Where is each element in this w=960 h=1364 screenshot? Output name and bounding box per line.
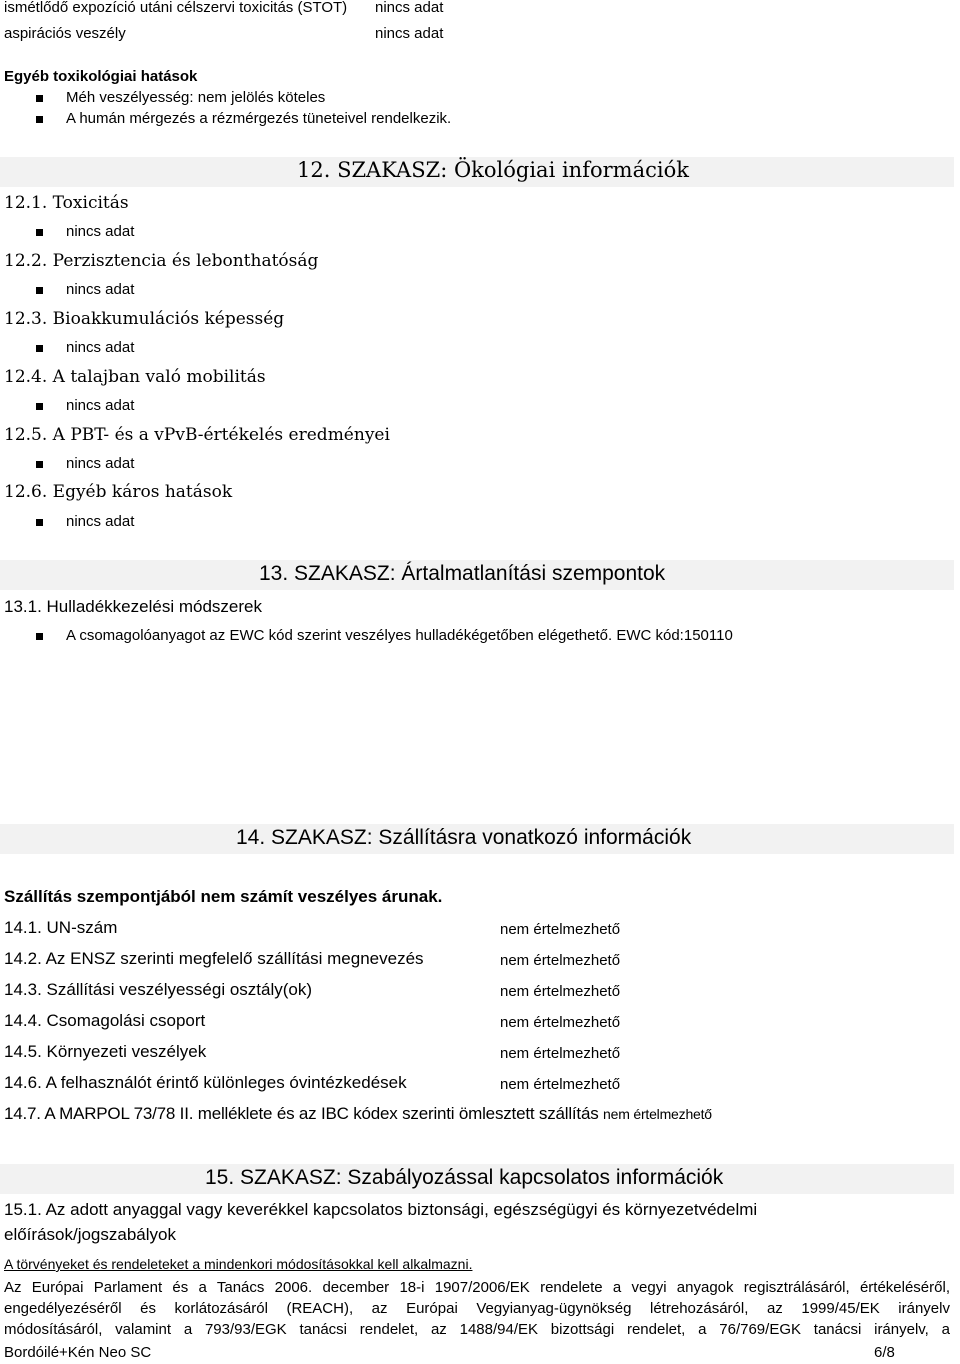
s12-2-item: nincs adat [66, 281, 135, 298]
s14-3-label: 14.3. Szállítási veszélyességi osztály(ok) [4, 980, 313, 999]
s15-note: A törvényeket és rendeleteket a mindenkori módosításokkal kell alkalmazni. [4, 1256, 473, 1272]
s14-7-value: nem értelmezhető [603, 1106, 712, 1122]
aspiration-label: aspirációs veszély [4, 25, 126, 42]
s12-3-heading: 12.3. Bioakkumulációs képesség [4, 309, 285, 329]
s12-5-item: nincs adat [66, 455, 135, 472]
s12-3-item: nincs adat [66, 339, 135, 356]
other-tox-item-1: Méh veszélyesség: nem jelölés köteles [66, 89, 326, 106]
s12-2-heading: 12.2. Perzisztencia és lebonthatóság [4, 251, 319, 271]
s12-4-heading: 12.4. A talajban való mobilitás [4, 367, 266, 387]
s14-4-label: 14.4. Csomagolási csoport [4, 1011, 206, 1030]
s12-1-heading: 12.1. Toxicitás [4, 193, 129, 213]
s12-6-heading: 12.6. Egyéb káros hatások [4, 482, 233, 502]
bullet-icon [36, 229, 43, 236]
s14-2-value: nem értelmezhető [500, 952, 621, 969]
other-tox-heading: Egyéb toxikológiai hatások [4, 68, 198, 85]
section-12-title: 12. SZAKASZ: Ökológiai információk [297, 158, 689, 182]
s15-1-heading-line1: 15.1. Az adott anyaggal vagy keverékkel kapcsolatos biztonsági, egészségügyi és környezetvédelmi [4, 1200, 758, 1219]
s14-1-value: nem értelmezhető [500, 921, 621, 938]
s12-5-heading: 12.5. A PBT- és a vPvB-értékelés eredményei [4, 425, 390, 445]
s14-5-label: 14.5. Környezeti veszélyek [4, 1042, 207, 1061]
s12-6-item: nincs adat [66, 513, 135, 530]
s13-1-heading: 13.1. Hulladékkezelési módszerek [4, 597, 262, 616]
s14-7-row [4, 1104, 712, 1124]
s14-4-value: nem értelmezhető [500, 1014, 621, 1031]
s14-3-value: nem értelmezhető [500, 983, 621, 1000]
other-tox-item-2: A humán mérgezés a rézmérgezés tüneteivel rendelkezik. [66, 110, 452, 127]
bullet-icon [36, 403, 43, 410]
s14-intro: Szállítás szempontjából nem számít veszélyes árunak. [4, 887, 443, 906]
s14-1-label: 14.1. UN-szám [4, 918, 118, 937]
s12-1-item: nincs adat [66, 223, 135, 240]
s14-7-label: 14.7. A MARPOL 73/78 II. melléklete és az IBC kódex szerinti ömlesztett szállítás [4, 1104, 599, 1123]
footer-product: Bordóilé+Kén Neo SC [4, 1344, 152, 1361]
bullet-icon [36, 461, 43, 468]
bullet-icon [36, 287, 43, 294]
s15-para-line2: engedélyezéséről és korlátozásáról (REACH), az Európai Vegyianyag-ügynökség létrehozásáról, az 1999/45/EK irányelv [4, 1300, 950, 1317]
footer-page-number: 6/8 [874, 1344, 895, 1361]
s12-4-item: nincs adat [66, 397, 135, 414]
s14-2-label: 14.2. Az ENSZ szerinti megfelelő szállítási megnevezés [4, 949, 424, 968]
bullet-icon [36, 519, 43, 526]
s15-1-heading-line2: előírások/jogszabályok [4, 1225, 176, 1244]
s15-para-line3: módosításáról, valamint a 793/93/EGK tanácsi rendelet, az 1488/94/EK bizottsági rendelet, a 76/769/EGK tanácsi irányelv, a [4, 1321, 950, 1338]
s13-1-item: A csomagolóanyagot az EWC kód szerint veszélyes hulladékégetőben elégethető. EWC kód:150110 [66, 627, 733, 644]
s14-5-value: nem értelmezhető [500, 1045, 621, 1062]
s14-6-label: 14.6. A felhasználót érintő különleges óvintézkedések [4, 1073, 407, 1092]
bullet-icon [36, 95, 43, 102]
section-13-title: 13. SZAKASZ: Ártalmatlanítási szempontok [259, 562, 666, 585]
bullet-icon [36, 116, 43, 123]
bullet-icon [36, 345, 43, 352]
s15-para-line1: Az Európai Parlament és a Tanács 2006. december 18-i 1907/2006/EK rendelete a vegyi anyagok regisztrálásáról, értékeléséről, [4, 1279, 950, 1296]
stot-label: ismétlődő expozíció utáni célszervi toxicitás (STOT) [4, 0, 348, 16]
section-14-title: 14. SZAKASZ: Szállításra vonatkozó információk [236, 826, 692, 849]
aspiration-value: nincs adat [375, 25, 444, 42]
bullet-icon [36, 633, 43, 640]
section-15-title: 15. SZAKASZ: Szabályozással kapcsolatos információk [205, 1166, 724, 1189]
s14-6-value: nem értelmezhető [500, 1076, 621, 1093]
stot-value: nincs adat [375, 0, 444, 16]
